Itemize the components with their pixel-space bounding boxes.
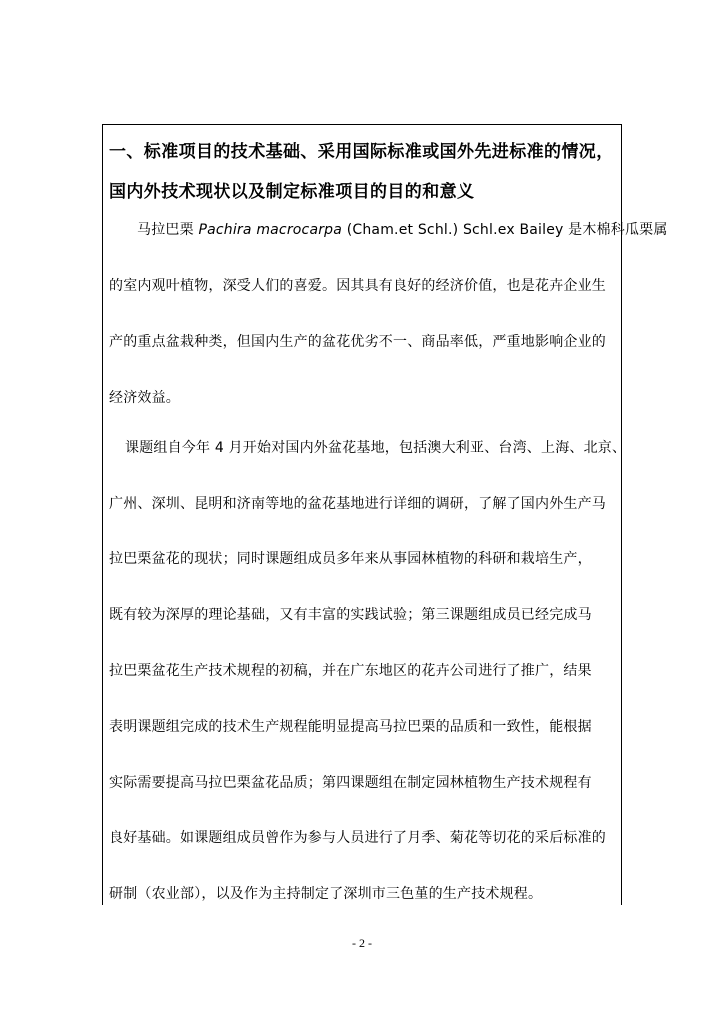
paragraph-2-line-5: 拉巴栗盆花生产技术规程的初稿，并在广东地区的花卉公司进行了推广，结果 <box>109 663 592 679</box>
paragraph-2-line-6: 表明课题组完成的技术生产规程能明显提高马拉巴栗的品质和一致性，能根据 <box>109 719 592 735</box>
species-authority: (Cham.et Schl.) Schl.ex Bailey 是木棉科瓜栗属 <box>342 222 668 238</box>
paragraph-2-line-7: 实际需要提高马拉巴栗盆花品质；第四课题组在制定园林植物生产技术规程有 <box>109 775 592 791</box>
paragraph-2-line-1: 课题组自今年 4 月开始对国内外盆花基地，包括澳大利亚、台湾、上海、北京、 <box>125 440 627 456</box>
paragraph-2-line-2: 广州、深圳、昆明和济南等地的盆花基地进行详细的调研，了解了国内外生产马 <box>109 496 606 512</box>
paragraph-1-line-2: 的室内观叶植物，深受人们的喜爱。因其具有良好的经济价值，也是花卉企业生 <box>109 278 606 294</box>
paragraph-1-line-1 <box>137 219 668 239</box>
paragraph-2-line-9: 研制（农业部），以及作为主持制定了深圳市三色堇的生产技术规程。 <box>109 886 543 902</box>
paragraph-2-line-4: 既有较为深厚的理论基础，又有丰富的实践试验；第三课题组成员已经完成马 <box>109 607 592 623</box>
document-table-cell <box>102 124 668 905</box>
page-number: - 2 - <box>352 936 372 950</box>
paragraph-2-line-3: 拉巴栗盆花的现状；同时课题组成员多年来从事园林植物的科研和栽培生产， <box>109 551 592 567</box>
section-heading-line-2: 国内外技术现状以及制定标准项目的目的和意义 <box>109 182 475 202</box>
section-heading-line-1: 一、标准项目的技术基础、采用国际标准或国外先进标准的情况， <box>109 142 614 162</box>
species-common-name: 马拉巴栗 <box>137 222 199 238</box>
paragraph-1-line-4: 经济效益。 <box>109 390 180 406</box>
paragraph-1-line-3: 产的重点盆栽种类，但国内生产的盆花优劣不一、商品率低，严重地影响企业的 <box>109 334 606 350</box>
species-latin-name: Pachira macrocarpa <box>198 222 343 238</box>
paragraph-2-line-8: 良好基础。如课题组成员曾作为参与人员进行了月季、菊花等切花的采后标准的 <box>109 830 606 846</box>
